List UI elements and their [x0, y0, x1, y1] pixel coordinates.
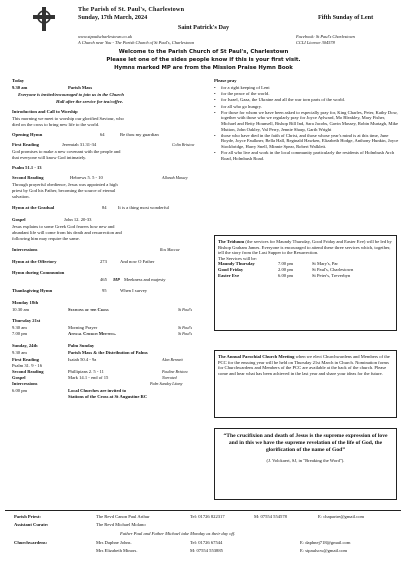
today-heading: Today — [12, 78, 25, 83]
acm-text-block — [218, 354, 393, 376]
first-reading-label: First Reading — [12, 142, 39, 147]
quote-attribution: (J. Volckaert, SJ, in "Breaking the Word"). — [266, 457, 345, 463]
triduum-text-block — [218, 239, 393, 256]
service-time: 7.00 pm — [278, 261, 294, 267]
opening-hymn-number: 64 — [100, 132, 105, 137]
acm-text: when we elect Churchwardens and Members of the PCC for the ensuing year will be held on Thursday 21st March in Church. Nomination forms for Churchwardens and Members of the PCC are available at the back of the church. Please come and hear what has been achieved in the last year and share your ideas for the future. — [218, 354, 390, 376]
sunday-inter-reader: Palm Sunday Litany — [150, 381, 183, 386]
first-visit-line: Please let one of the sides people know if this is your first visit. — [106, 57, 301, 63]
prayer-text: for all who go hungry. — [221, 103, 262, 109]
thursday-time-2: 7.00 pm — [12, 331, 28, 336]
monday-heading: Monday 18th — [12, 300, 39, 305]
thursday-event-2: Annual Church Meeting. — [68, 331, 116, 336]
intercessions-label: Intercessions — [12, 247, 38, 252]
churchwardens-label: Churchwardens: — [14, 540, 48, 545]
prayer-text: for a right keeping of Lent — [221, 85, 270, 90]
gradual-number: 84 — [102, 205, 107, 210]
acm-title: The Annual Parochial Church Meeting — [218, 354, 295, 359]
saint-day: Saint Patrick's Day — [177, 24, 230, 31]
priest-tel: Tel: 01726 822317 — [190, 514, 225, 519]
gospel-text-1: Jesus explains to some Greek God fearers how new and — [12, 224, 115, 229]
service-day: Good Friday — [218, 266, 244, 272]
monday-event: Stations of the Cross — [68, 307, 109, 312]
facebook-text: Facebook: St Paul's Charlestown — [296, 34, 355, 39]
thursday-event-1: Morning Prayer — [68, 325, 98, 330]
intro-text-2: died on the cross to bring new life to the world. — [12, 122, 100, 127]
communion-number: 465 — [100, 277, 107, 282]
parish-title: The Parish of St. Paul's, Charlestown — [78, 6, 185, 13]
gospel-text-3: following him may require the same. — [12, 236, 80, 241]
thursday-place-1: St Paul's — [178, 325, 193, 330]
priest-email[interactable]: E: chapartre@gmail.com — [318, 514, 365, 519]
triduum-text: (the services for Maundy Thursday, Good Friday and Easter Eve) will be led by Bishop Graham James. Everyone is encouraged to attend these three services which, together, tell the story from the Last Supper to the Resurrection. — [218, 239, 392, 256]
prayer-item — [214, 150, 399, 161]
quote-box — [214, 428, 397, 500]
intro-text-1: This morning we meet to worship our glorified Saviour, who — [12, 116, 124, 121]
sunday-inter-label: Intercessions — [12, 381, 38, 386]
tagline: A Church near You - The Parish Church of St Paul's, Charlestown — [78, 40, 195, 45]
service-time: 2.00 pm — [278, 266, 294, 272]
gospel-ref: John 12. 20-33 — [64, 217, 92, 222]
footer-divider — [5, 510, 401, 511]
sunday-time: 9.30 am — [12, 350, 27, 355]
offertory-title: And now O Father — [120, 259, 155, 264]
bullet-icon: • — [214, 109, 216, 115]
first-reader: Colin Bristow — [172, 142, 195, 147]
right-column — [214, 78, 399, 162]
warden-1-name: Mrs Daphne Johns. — [96, 540, 132, 545]
hymn-book-line: Hymns marked MP are from the Mission Praise Hymn Book — [114, 65, 293, 71]
acm-box — [214, 350, 397, 418]
offertory-label: Hymn at the Offertory — [12, 259, 57, 264]
second-text-2: priest by God his Father, becoming the source of eternal — [12, 188, 116, 193]
opening-hymn-title: Be thou my guardian — [120, 132, 159, 137]
warden-2-mobile: M: 07554 553885 — [190, 548, 223, 553]
sunday-second-ref: Phillipians 2. 5 - 11 — [68, 369, 104, 374]
ccli-licence: CCLI Licence 304578 — [296, 40, 335, 45]
warden-2-email[interactable]: E: stpaulscw@gmail.com — [300, 548, 348, 553]
bullet-icon: • — [214, 132, 216, 138]
second-text-1: Through prayerful obedience, Jesus was appointed a high — [12, 182, 118, 187]
gospel-text-2: abundant life will come from his death and resurrection and — [12, 230, 122, 235]
sunday-time-2: 6.00 pm — [12, 388, 28, 393]
service-date: Sunday, 17th March, 2024 — [78, 14, 148, 21]
hall-text: Hall after the service for tea/coffee. — [56, 99, 124, 104]
communion-label: Hymn during Communion — [12, 270, 65, 275]
triduum-box — [214, 235, 397, 331]
gradual-label: Hymn at the Gradual — [12, 205, 55, 210]
sunday-psalm: Psalm 31. 9 - 16 — [12, 363, 42, 368]
sunday-gospel-label: Gospel — [12, 375, 26, 380]
thanks-title: When I survey — [120, 288, 148, 293]
service-day: Maundy Thursday — [218, 261, 255, 267]
services-label: The Services will be: — [218, 255, 257, 261]
second-text-3: salvation. — [12, 194, 30, 199]
service-place: St Paul's, Charlestown — [312, 266, 354, 272]
bullet-icon: • — [214, 97, 216, 103]
first-reading-ref: Jeremiah 31.31-34 — [62, 142, 97, 147]
bullet-icon: • — [214, 91, 216, 97]
bullet-icon: • — [214, 103, 216, 109]
priest-name: The Revd Canon Paul Arthur — [96, 514, 150, 519]
quote-text: “The crucifixion and death of Jesus is the supreme expression of love and in this we have the supreme revelation of the life of God, the glorification of the name of God” — [223, 433, 388, 454]
sunday-first-label: First Reading — [12, 357, 39, 362]
services-list — [218, 261, 393, 278]
prayer-list — [214, 85, 399, 161]
warden-1-tel: Tel: 01726 67544 — [190, 540, 223, 545]
mass-title: Parish Mass — [68, 85, 93, 90]
sunday-first-reader: Alan Bennett — [162, 357, 183, 362]
curate-label: Assistant Curate: — [14, 522, 49, 527]
gospel-label: Gospel — [12, 217, 26, 222]
triduum-title: The Triduum — [218, 239, 245, 244]
warden-2-name: Mrs Elizabeth Minors. — [96, 548, 138, 553]
mass-time: 9.30 am — [12, 85, 28, 90]
website-link[interactable]: www.stpaulscharlestown.co.uk — [78, 34, 132, 39]
monday-time: 10.30 am — [12, 307, 30, 312]
second-reading-ref: Hebrews 5. 5 - 10 — [70, 175, 103, 180]
service-time: 6.00 pm — [278, 272, 294, 278]
lent-sunday: Fifth Sunday of Lent — [318, 14, 374, 21]
sunday-event-2b: Stations of the Cross at St Augustine RC — [68, 394, 148, 399]
sunday-second-label: Second Reading — [12, 369, 44, 374]
bullet-icon: • — [214, 150, 216, 156]
service-day: Easter Eve — [218, 272, 240, 278]
opening-hymn-label: Opening Hymn — [12, 132, 43, 137]
prayer-text: For all who live and work in the local community particularly the residents of Holmbush Arch Road, Holmbush Road. — [221, 150, 395, 161]
invite-text: Everyone is invited/encouraged to join us in the Church — [18, 92, 124, 97]
monday-place: St Paul's — [178, 307, 193, 312]
day-off-note: Father Paul and Father Michael take Monday as their day off. — [120, 531, 236, 536]
sunday-gospel-reader: Narrated — [162, 375, 177, 380]
service-place: St Mary's, Par — [312, 261, 338, 267]
intro-heading: Introduction and Call to Worship — [12, 109, 78, 114]
prayer-text: those who have died in the faith of Christ, and those whose year's mind is at this time, June Boyde, Joyce Faulkner, Bella Hall, Reginald Hawken, Elizabeth Hodge, Anthony Hunkin, Joyce Stockbridge, Harry Snell, Minnie Spear, Robert Walklett. — [221, 132, 399, 149]
second-reader: Allanah Massey — [162, 175, 188, 180]
prayer-item — [214, 110, 399, 132]
sunday-event-2: Local Churches are invited to — [68, 388, 127, 393]
bullet-icon: • — [214, 85, 216, 90]
sunday-event: Parish Mass & the Distribution of Palms — [68, 350, 148, 355]
thanks-label: Thanksgiving Hymn — [12, 288, 53, 293]
intercessor: Ros Maccue — [160, 247, 180, 252]
priest-mobile: M: 07554 554578 — [254, 514, 287, 519]
communion-title: Meekness and majesty — [124, 277, 166, 282]
service-row — [218, 273, 393, 279]
prayer-text: for Israel, Gaza, the Ukraine and all the war torn parts of the world. — [221, 97, 345, 103]
priest-label: Parish Priest: — [14, 514, 41, 519]
sunday-heading: Sunday, 24th — [12, 343, 38, 348]
thursday-heading: Thursday 21st — [12, 318, 41, 323]
curate-name: The Revd Michael Molano — [96, 522, 146, 527]
prayer-item — [214, 91, 399, 97]
thursday-place-2: St Paul's — [178, 331, 193, 336]
prayer-text: For those for whom we have been asked to especially pray for, King Charles, Peter, Kathy Dow, together with those who we regularly pray for Joyce Aylward, Mo Bleakley, Mary Fisher, Michael and Betty Hounsell, Bishop Bill Ind, Sara Jacobs, Gavin Massey, Robin Murtagh, Mike Mutton, John Oakley, Val Perry, Jennie Sharp, Garth Wright — [221, 109, 399, 132]
thanks-number: 95 — [102, 288, 107, 293]
first-text-2: that everyone will know God intimately. — [12, 155, 87, 160]
prayer-item — [214, 85, 399, 91]
communion-mp: MP — [113, 277, 120, 282]
first-text-1: God promises to make a new covenant with the people and — [12, 149, 121, 154]
offertory-number: 273 — [100, 259, 107, 264]
thursday-time-1: 9.30 am — [12, 325, 27, 330]
sunday-first-ref: Isaiah 50.4 - 9a — [68, 357, 97, 362]
prayer-item — [214, 104, 399, 110]
gradual-title: It is a thing most wonderful — [118, 205, 169, 210]
welcome-line: Welcome to the Parish Church of St Paul's, Charlestown — [118, 49, 289, 55]
sunday-second-reader: Pauline Bristow — [162, 369, 188, 374]
prayer-item — [214, 133, 399, 150]
pray-heading: Please pray — [214, 78, 237, 83]
second-reading-label: Second Reading — [12, 175, 44, 180]
palm-sunday: Palm Sunday — [68, 343, 95, 348]
prayer-text: for the peace of the world. — [221, 91, 270, 97]
sunday-gospel-ref: Mark 14.1 - end of 15 — [68, 375, 109, 380]
psalm-label: Psalm 51.1 - 13 — [12, 165, 42, 170]
warden-1-email[interactable]: E: daphnej718@gmail.com — [300, 540, 351, 545]
service-place: St Peter's, Treverbyn — [312, 272, 351, 278]
prayer-item — [214, 97, 399, 103]
